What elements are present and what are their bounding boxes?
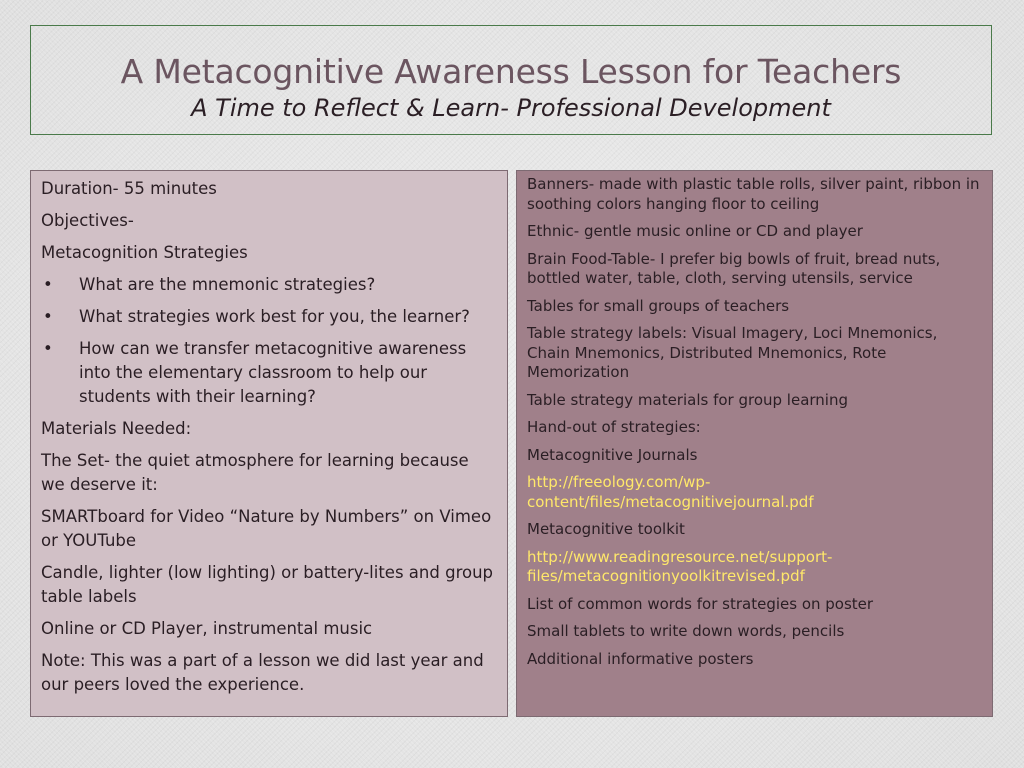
player-text: Online or CD Player, instrumental music [41,619,373,638]
list-item [41,305,497,329]
common-words-item: List of common words for strategies on poster [527,594,874,613]
bullet-icon: • [43,275,53,294]
brain-food-item: Brain Food-Table- I prefer big bowls of fruit, bread nuts, bottled water, table, cloth, serving utensils, service [527,249,941,287]
list-item-text: What are the mnemonic strategies? [79,275,376,294]
list-item [41,273,497,297]
strategy-questions-list [41,273,497,409]
strategy-labels-item: Table strategy labels: Visual Imagery, Loci Mnemonics, Chain Mnemonics, Distributed Mnemonics, Rote Memorization [527,324,938,381]
strategy-materials-item: Table strategy materials for group learning [527,390,848,409]
banners-item: Banners- made with plastic table rolls, silver paint, ribbon in soothing colors hanging floor to ceiling [527,175,980,213]
toolkit-link[interactable]: http://www.readingresource.net/support-files/metacognitionyoolkitrevised.pdf [527,547,833,585]
strategies-heading: Metacognition Strategies [41,243,248,262]
slide-title: A Metacognitive Awareness Lesson for Teachers [120,52,902,91]
candle-text: Candle, lighter (low lighting) or battery-lites and group table labels [41,563,494,606]
list-item-text: How can we transfer metacognitive awareness into the elementary classroom to help our students with their learning? [79,339,467,406]
tables-item: Tables for small groups of teachers [527,296,790,315]
bullet-icon: • [43,339,53,358]
set-text: The Set- the quiet atmosphere for learning because we deserve it: [41,451,469,494]
toolkit-item: Metacognitive toolkit [527,520,685,538]
tablets-item: Small tablets to write down words, pencils [527,622,845,640]
list-item [41,337,497,409]
journal-link[interactable]: http://freeology.com/wp-content/files/metacognitivejournal.pdf [527,473,814,511]
handout-item: Hand-out of strategies: [527,418,701,436]
journals-item: Metacognitive Journals [527,445,698,464]
objectives-heading: Objectives- [41,211,134,230]
right-content-panel [516,170,993,717]
music-item: Ethnic- gentle music online or CD and player [527,222,863,240]
left-content-panel [30,170,508,717]
note-text: Note: This was a part of a lesson we did last year and our peers loved the experience. [41,651,484,694]
list-item-text: What strategies work best for you, the learner? [79,307,470,326]
duration-text: Duration- 55 minutes [41,179,217,198]
slide-subtitle: A Time to Reflect & Learn- Professional Development [191,94,831,122]
smartboard-text: SMARTboard for Video “Nature by Numbers” on Vimeo or YOUTube [41,507,492,550]
materials-heading: Materials Needed: [41,419,192,438]
title-box [30,25,992,135]
posters-item: Additional informative posters [527,649,754,668]
bullet-icon: • [43,307,53,326]
